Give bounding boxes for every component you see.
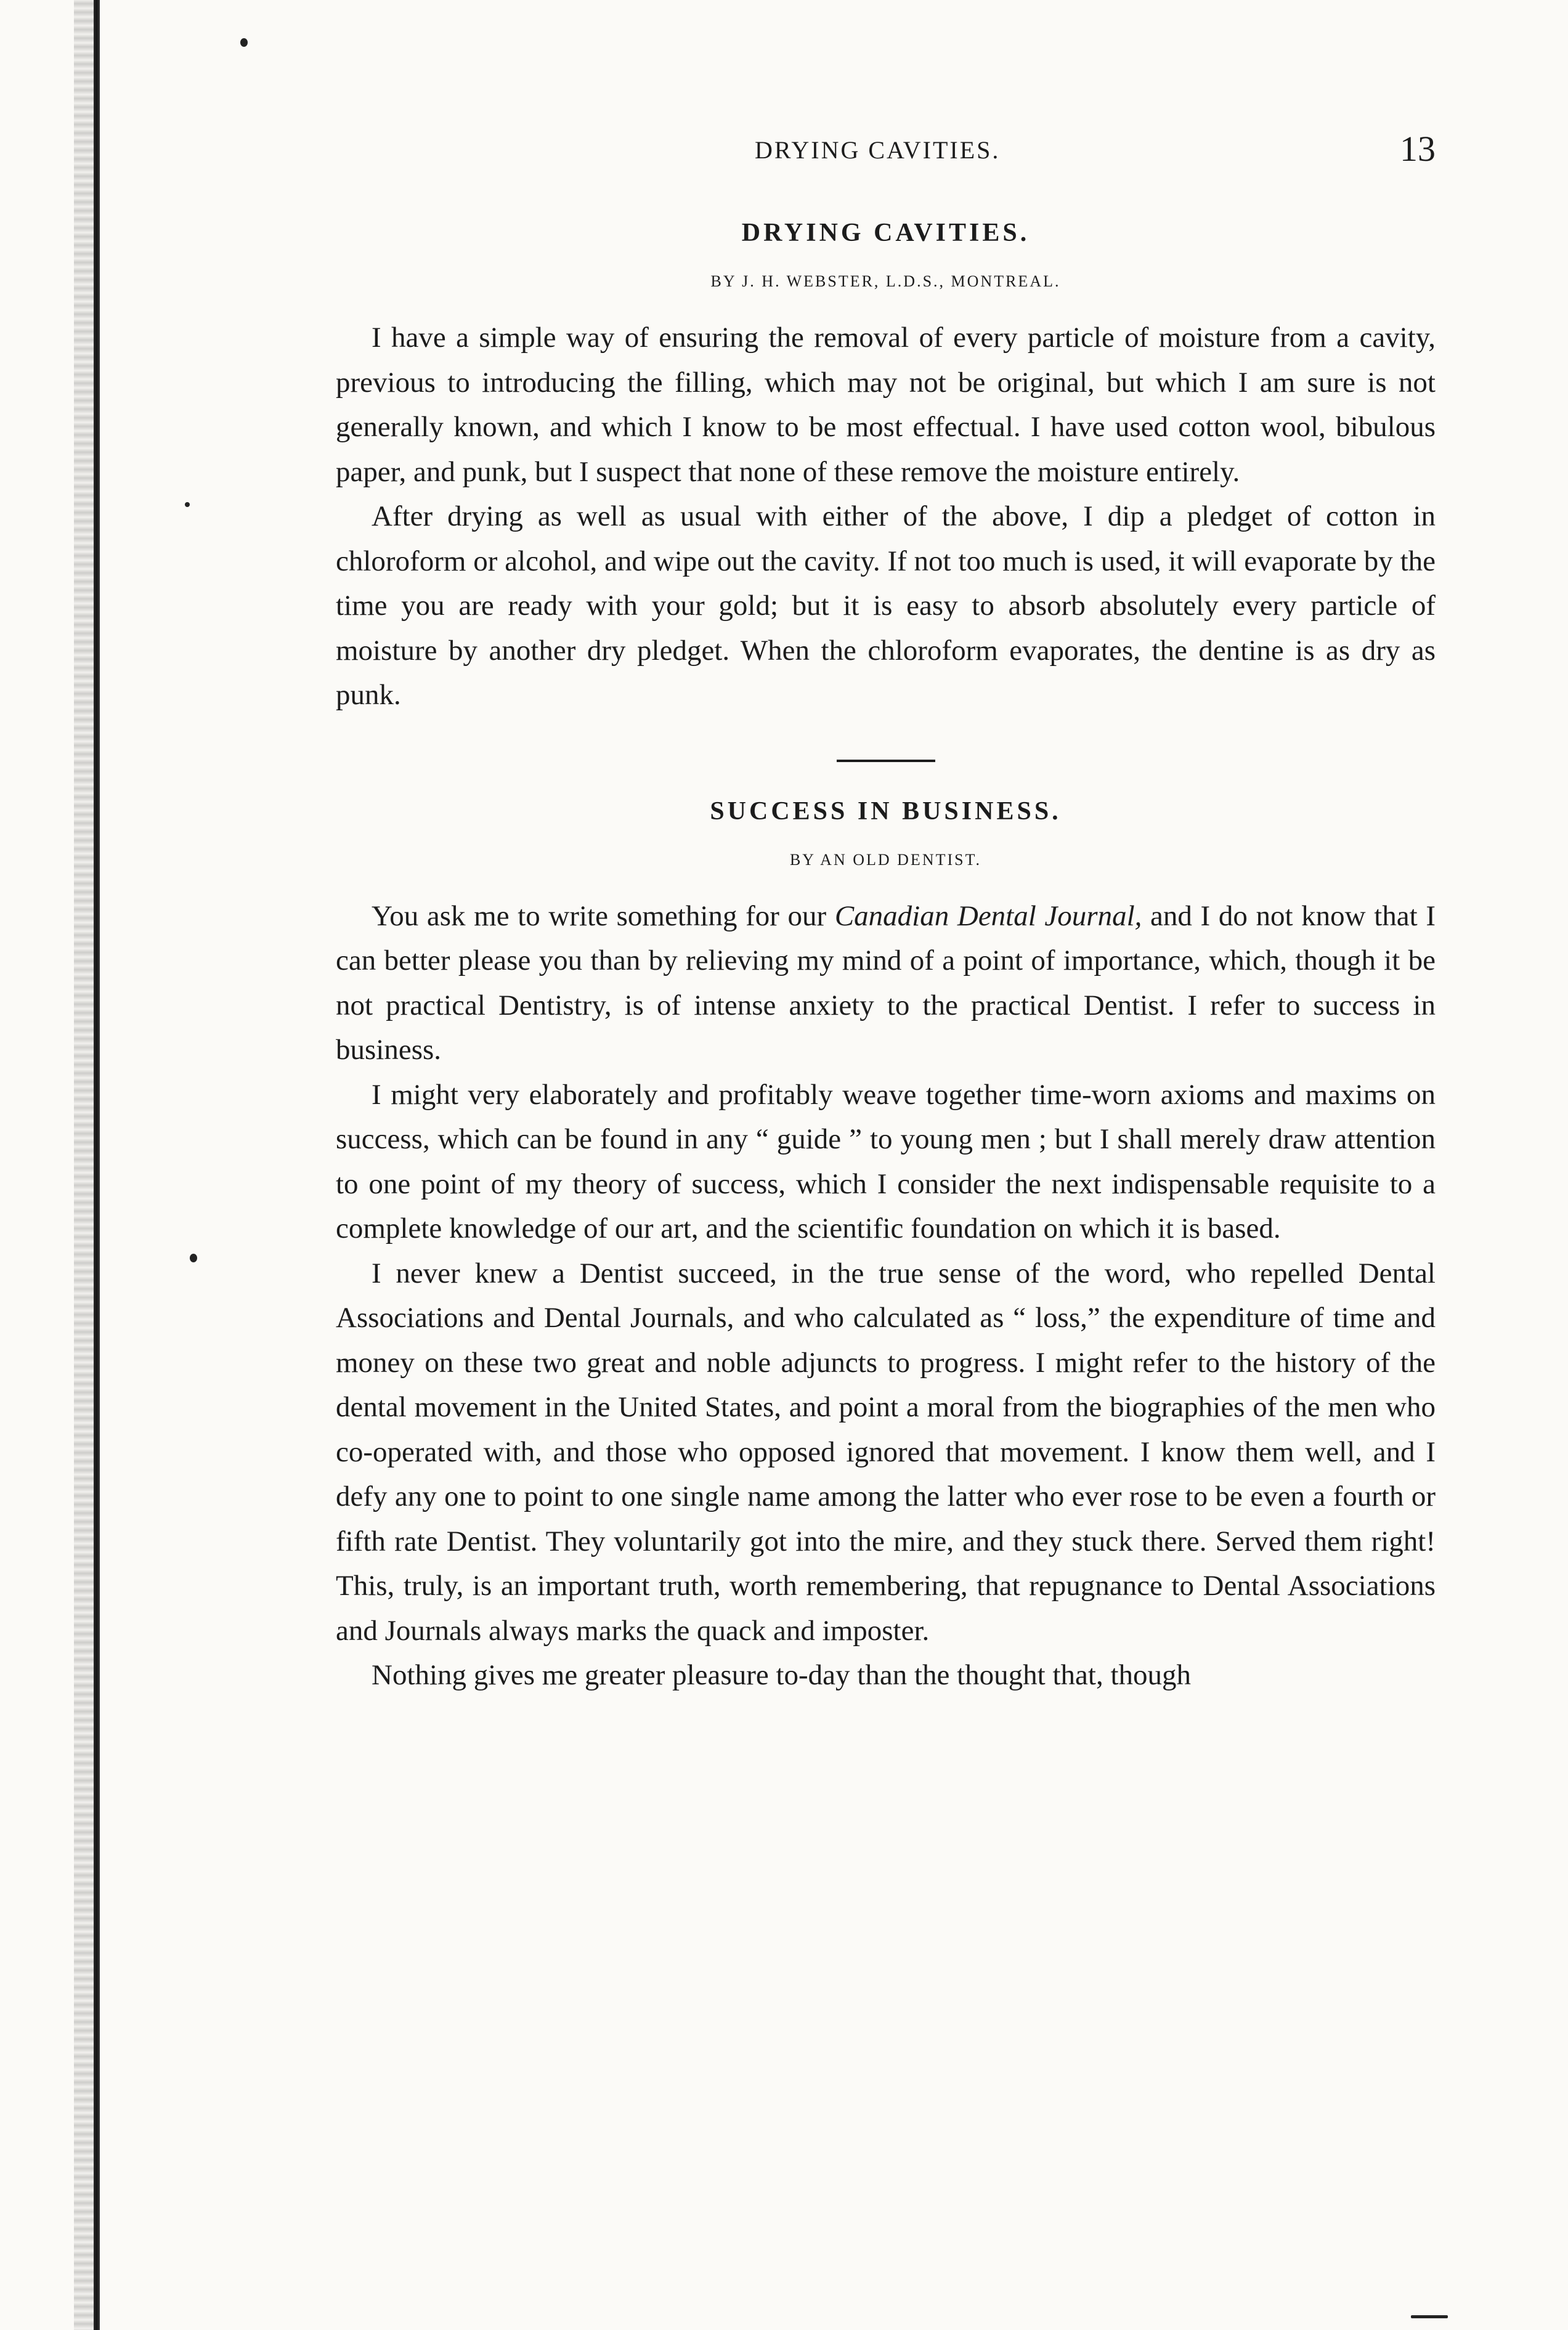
article-title: DRYING CAVITIES.	[741, 219, 1030, 247]
article-byline: BY J. H. WEBSTER, L.D.S., MONTREAL.	[710, 272, 1061, 290]
journal-name: Canadian Dental Journal,	[834, 899, 1142, 932]
article-paragraph: I might very elaborately and profitably weave together time-worn axioms and maxims on success, which can be found in any “ guide ” to young men ; but I shall merely draw attention to one point of my theory of success, which I consider the next indispensable requisite to a complete knowledge of our art, and the scientific foundation on which it is based.	[336, 1078, 1436, 1244]
article-paragraph: Nothing gives me greater pleasure to-day than the thought that, though	[372, 1659, 1192, 1691]
scan-speck	[185, 502, 190, 507]
section-divider-rule	[837, 760, 935, 762]
page-binding-edge	[94, 0, 100, 2330]
running-head	[336, 123, 1436, 179]
article-paragraph	[336, 894, 1436, 1073]
scan-speck	[190, 1254, 197, 1262]
article-byline: BY AN OLD DENTIST.	[789, 850, 982, 869]
running-head-title: DRYING CAVITIES.	[755, 136, 1001, 164]
article-success-in-business	[336, 797, 1436, 1698]
scan-speck	[240, 38, 248, 47]
document-page	[336, 123, 1436, 1698]
article-drying-cavities	[336, 218, 1436, 718]
intro-text: and I do not know that I can better please you than by relieving my mind of a point of importance, which, though it be not practical Dentistry, is of intense anxiety to the practical Dentist. I refer to success in business.	[336, 899, 1436, 1066]
page-number: 13	[1400, 129, 1436, 169]
article-title: SUCCESS IN BUSINESS.	[710, 797, 1062, 826]
article-paragraph: I never knew a Dentist succeed, in the true sense of the word, who repelled Dental Associations and Dental Journals, and who calculated as “ loss,” the expenditure of time and money on these two great and noble adjuncts to progress. I might refer to the history of the dental movement in the United States, and point a moral from the biographies of the men who co-operated with, and those who opposed ignored that movement. I know them well, and I defy any one to point to one single name among the latter who ever rose to be even a fourth or fifth rate Dentist. They voluntarily got into the mire, and they stuck there. Served them right! This, truly, is an important truth, worth remembering, that repugnance to Dental Associations and Journals always marks the quack and imposter.	[336, 1257, 1436, 1647]
article-paragraph: After drying as well as usual with either of the above, I dip a pledget of cotton in chloroform or alcohol, and wipe out the cavity. If not too much is used, it will evaporate by the time you are ready with your gold; but it is easy to absorb absolutely every particle of moisture by another dry pledget. When the chloroform evaporates, the dentine is as dry as punk.	[336, 500, 1436, 711]
intro-text: You ask me to write something for our	[372, 899, 835, 932]
binding-shadow	[74, 0, 94, 2330]
scan-speck	[1411, 2315, 1448, 2318]
article-paragraph: I have a simple way of ensuring the removal of every particle of moisture from a cavity, previous to introducing the filling, which may not be original, but which I am sure is not generally known, and which I know to be most effectual. I have used cotton wool, bibulous paper, and punk, but I suspect that none of these remove the moisture entirely.	[336, 322, 1436, 488]
